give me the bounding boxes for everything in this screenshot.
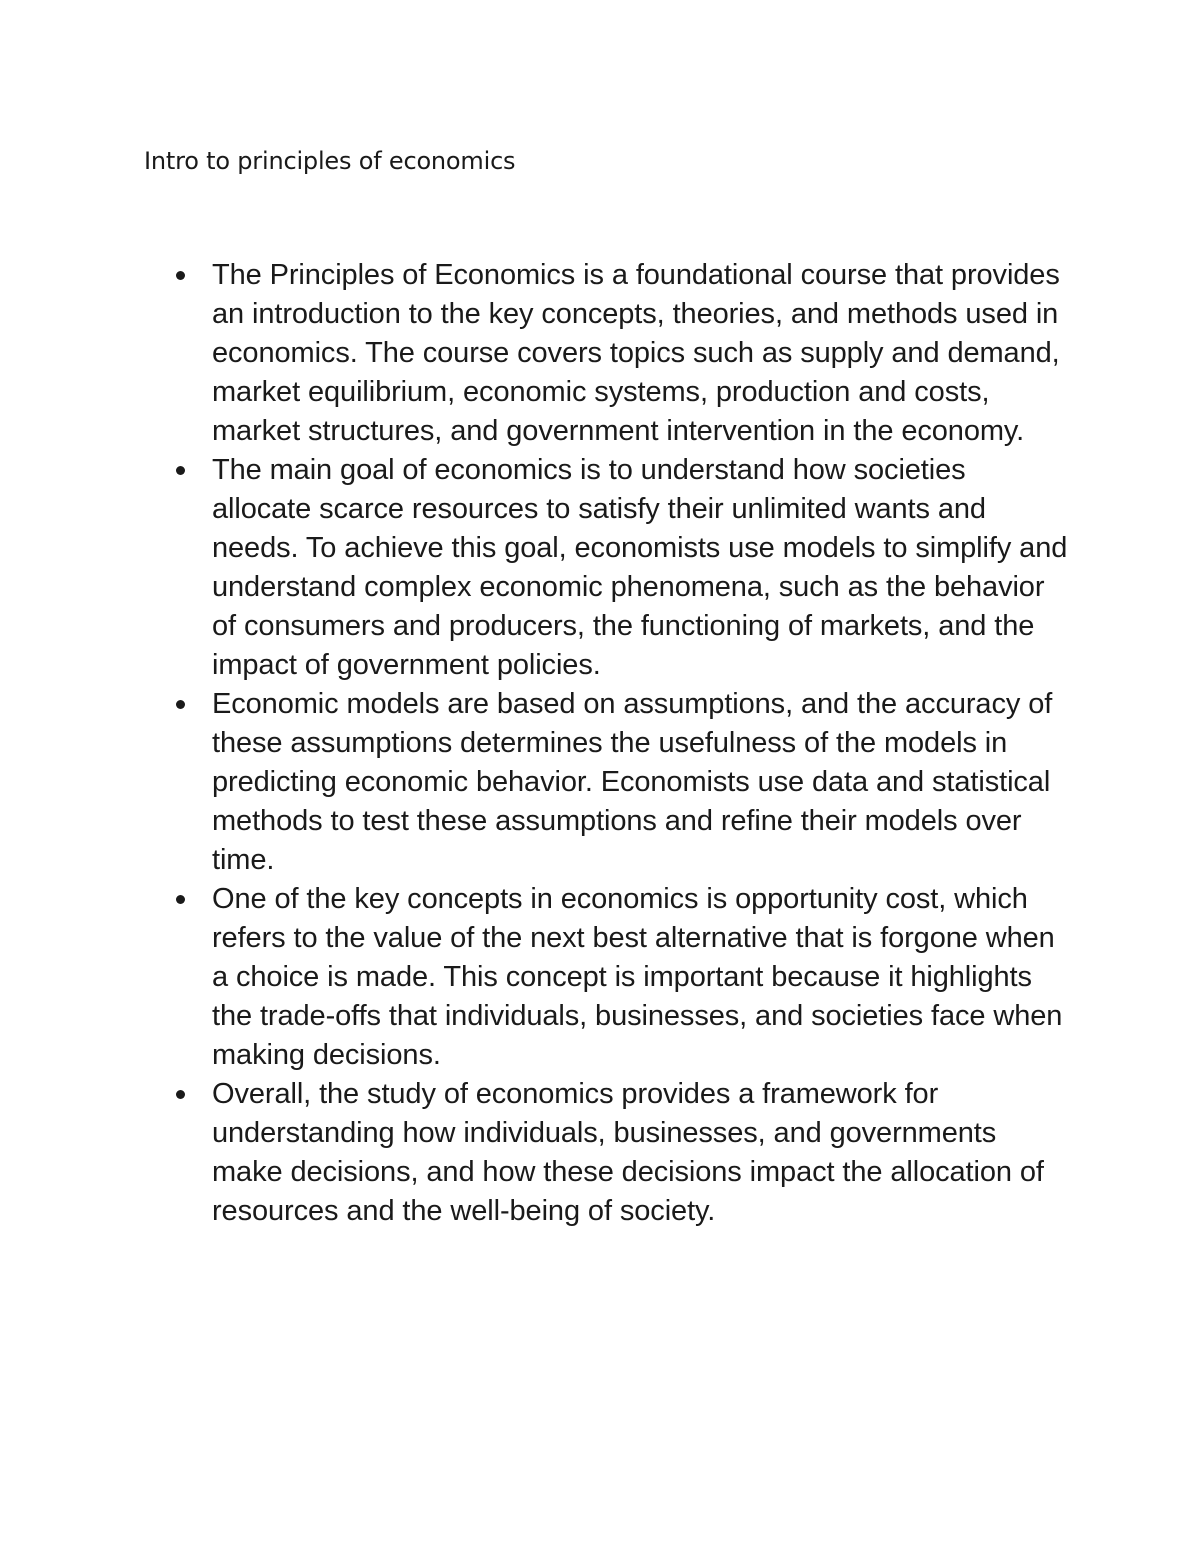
bullet-icon [176, 1090, 185, 1099]
list-item [168, 256, 1068, 451]
list-item [168, 1075, 1068, 1231]
bullet-icon [176, 466, 185, 475]
bullet-text: Economic models are based on assumptions, and the accuracy of these assumptions determines the usefulness of the models in predicting economic behavior. Economists use data and statistical methods to test these assumptions and refine their models over time. [212, 688, 1053, 876]
bullet-text: Overall, the study of economics provides a framework for understanding how individuals, businesses, and governments make decisions, and how these decisions impact the allocation of resources and the well-being of society. [212, 1078, 1044, 1227]
document-title: Intro to principles of economics [144, 147, 516, 175]
bullet-text: The main goal of economics is to understand how societies allocate scarce resources to satisfy their unlimited wants and needs. To achieve this goal, economists use models to simplify and understand complex economic phenomena, such as the behavior of consumers and producers, the functioning of markets, and the impact of government policies. [212, 454, 1068, 681]
list-item [168, 880, 1068, 1075]
bullet-icon [176, 271, 185, 280]
bullet-icon [176, 700, 185, 709]
list-item [168, 451, 1068, 685]
bullet-list [168, 256, 1068, 1231]
bullet-text: One of the key concepts in economics is opportunity cost, which refers to the value of the next best alternative that is forgone when a choice is made. This concept is important because it highlights the trade-offs that individuals, businesses, and societies face when making decisions. [212, 883, 1063, 1071]
bullet-icon [176, 895, 185, 904]
bullet-text: The Principles of Economics is a foundational course that provides an introduction to the key concepts, theories, and methods used in economics. The course covers topics such as supply and demand, market equilibrium, economic systems, production and costs, market structures, and government intervention in the economy. [212, 259, 1060, 447]
list-item [168, 685, 1068, 880]
